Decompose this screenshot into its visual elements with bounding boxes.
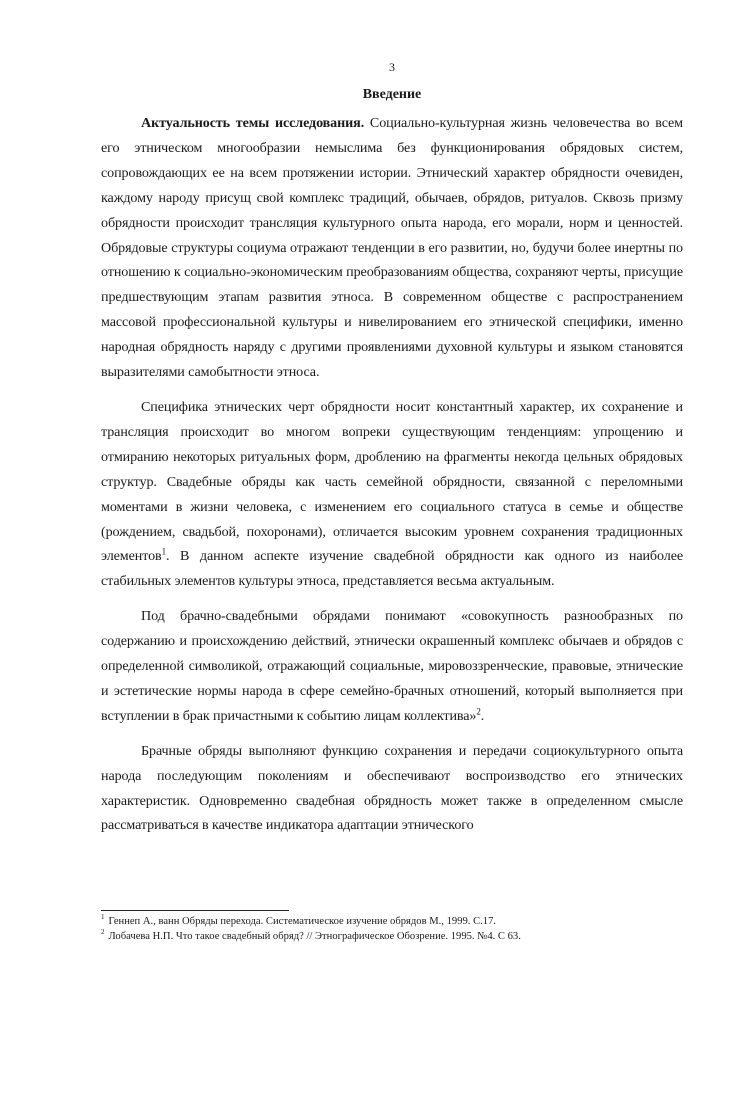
paragraph-text: Специфика этнических черт обрядности носит константный характер, их сохранение и трансляция происходит во многом вопреки существующим тенденциям: упрощению и отмиранию некоторых ритуальных форм, дроблению на фрагменты некогда цельных обрядовых структур. Свадебные обряды как часть семейной обрядности, связанной с переломными моментами в жизни человека, с изменением его социального статуса в семье и обществе (рождением, свадьбой, похоронами), отличается высоким уровнем сохранения традиционных элементов <box>101 398 683 565</box>
page-number: 3 <box>389 60 395 74</box>
section-heading: Введение <box>362 87 422 102</box>
paragraph-lead: Актуальность темы исследования. <box>141 115 365 131</box>
paragraph-2 <box>101 395 683 594</box>
footnote-ref-2[interactable]: 2 <box>476 706 481 717</box>
paragraph-1 <box>101 111 683 385</box>
paragraph-4 <box>101 739 683 839</box>
footnote-ref-1[interactable]: 1 <box>161 546 166 557</box>
footnotes <box>101 914 683 944</box>
footnote-text: Лобачева Н.П. Что такое свадебный обряд? // Этнографическое Обозрение. 1995. №4. С 63. <box>108 931 521 942</box>
paragraph-text: Под брачно-свадебными обрядами понимают «совокупность разнообразных по содержанию и происхождению действий, этнически окрашенный комплекс обычаев и обрядов с определенной символикой, отражающий социальные, мировоззренческие, правовые, этнические и эстетические нормы народа в сфере семейно-брачных отношений, который выполняется при вступлении в брак причастными к событию лицам коллектива» <box>101 608 683 724</box>
footnote-mark: 2 <box>101 928 105 937</box>
footnote-2 <box>101 929 683 944</box>
paragraph-text: . <box>480 707 485 724</box>
paragraph-text: Социально-культурная жизнь человечества во всем его этническом многообразии немыслима без функционирования обрядовых систем, сопровождающих ее на всем протяжении истории. Этнический характер обрядности очевиден, каждому народу присущ свой комплекс традиций, обычаев, обрядов, ритуалов. Сквозь призму обрядности происходит трансляция культурного опыта народа, его морали, норм и ценностей. Обрядовые структуры социума отражают тенденции в его развитии, но, будучи более инертны по отношению к социально-экономическим преобразованиям общества, сохраняют черты, присущие предшествующим этапам развития этноса. В современном обществе с распространением массовой профессиональной культуры и нивелированием его этнической специфики, именно народная обрядность наряду с другими проявлениями духовной культуры и языком становятся выразителями самобытности этноса. <box>101 115 683 381</box>
footnote-mark: 1 <box>101 913 105 922</box>
paragraph-text: Брачные обряды выполняют функцию сохранения и передачи социокультурного опыта народа последующим поколениям и обеспечивают воспроизводство его этнических характеристик. Одновременно свадебная обрядность может также в определенном смысле рассматриваться в качестве индикатора адаптации этнического <box>101 742 683 834</box>
body-text <box>101 111 683 848</box>
footnote-separator <box>101 910 289 911</box>
paragraph-3 <box>101 604 683 729</box>
footnote-text: Геннеп А., ванн Обряды перехода. Систематическое изучение обрядов М., 1999. С.17. <box>108 916 497 927</box>
paragraph-text: . В данном аспекте изучение свадебной обрядности как одного из наиболее стабильных элементов культуры этноса, представляется весьма актуальным. <box>101 548 683 590</box>
footnote-1 <box>101 914 683 929</box>
